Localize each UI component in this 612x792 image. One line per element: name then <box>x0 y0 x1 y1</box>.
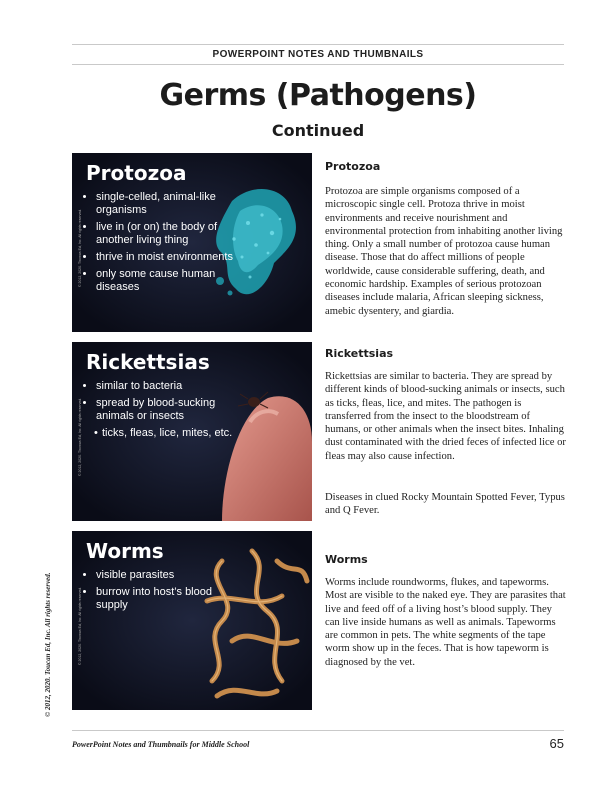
section-paragraph: Diseases in clued Rocky Mountain Spotted Fever, Typus and Q Fever. <box>325 492 565 517</box>
slide-bullet: • thrive in moist environments <box>96 251 236 264</box>
header-rule-top <box>72 44 564 45</box>
slide-bullet-list <box>82 191 236 298</box>
section-paragraph: Protozoa are simple organisms composed of a microscopic single cell. Protoza thrive in moist environments and receive nourishment and environmental protection from inhabiting another living thing. Only a small number of protozoa cause human disease. Those that do affect millions of people worldwide, cause considerable suffering, death, and economic hardship. Examples of serious protozoan diseases include malaria, African sleeping sickness, amebic dysentery, and giardia. <box>325 186 563 317</box>
footer-book-title: PowerPoint Notes and Thumbnails for Middle School <box>72 740 250 749</box>
page-subtitle: Continued <box>271 121 365 140</box>
header-rule-bottom <box>72 64 564 65</box>
slide-copyright: © 2012, 2020. Thomas Ed, Inc. All rights reserved. <box>78 586 82 665</box>
slide-bullet: • similar to bacteria <box>96 380 236 393</box>
slide-copyright: © 2012, 2020. Thomas Ed, Inc. All rights reserved. <box>78 208 82 287</box>
slide-copyright: © 2012, 2020. Thomas Ed, Inc. All rights reserved. <box>78 397 82 476</box>
section-heading-rickettsias: Rickettsias <box>325 347 394 360</box>
section-heading-worms: Worms <box>325 553 368 566</box>
slide-bullet-list <box>82 380 236 444</box>
running-header: POWERPOINT NOTES AND THUMBNAILS <box>212 49 424 60</box>
slide-bullet-list <box>82 569 236 616</box>
slide-sub-bullet: • ticks, fleas, lice, mites, etc. <box>102 427 236 440</box>
slide-thumbnail-worms <box>72 531 312 710</box>
tick-icon <box>248 397 260 407</box>
footer-rule <box>72 730 564 731</box>
slide-heading: Worms <box>86 539 164 563</box>
slide-thumbnail-protozoa <box>72 153 312 332</box>
side-copyright: © 2012, 2020. Toucan Ed, Inc. All rights reserved. <box>44 572 52 717</box>
slide-thumbnail-rickettsias <box>72 342 312 521</box>
page-number: 65 <box>549 736 564 751</box>
slide-bullet: • visible parasites <box>96 569 236 582</box>
slide-bullet: • live in (or on) the body of another living thing <box>96 221 236 247</box>
section-paragraph: Rickettsias are similar to bacteria. They are spread by different kinds of blood-sucking animals or insects, such as ticks, fleas, lice, and mites. The pathogen is transferred from the insect to the bloodstream of humans, or other animals when the insect bites. Inhaling dust contaminated with the dried feces of infected lice or fleas may also cause infection. <box>325 371 566 462</box>
slide-bullet: • spread by blood-sucking animals or insects <box>96 397 236 423</box>
page-title: Germs (Pathogens) <box>159 78 477 113</box>
slide-bullet: • only some cause human diseases <box>96 268 236 294</box>
slide-heading: Protozoa <box>86 161 187 185</box>
section-heading-protozoa: Protozoa <box>325 160 381 173</box>
slide-bullet: • burrow into host’s blood supply <box>96 586 236 612</box>
slide-bullet: • single-celled, animal-like organisms <box>96 191 236 217</box>
slide-heading: Rickettsias <box>86 350 210 374</box>
section-paragraph: Worms include roundworms, flukes, and tapeworms. Most are visible to the naked eye. They are parasites that live and feed off of a living host’s blood supply. They can live inside humans as well as animals. Tapeworms are common in pets. The white segments of the tape worm show up in the feces. That is how tapeworm is diagnosed by the vet. <box>325 577 566 668</box>
